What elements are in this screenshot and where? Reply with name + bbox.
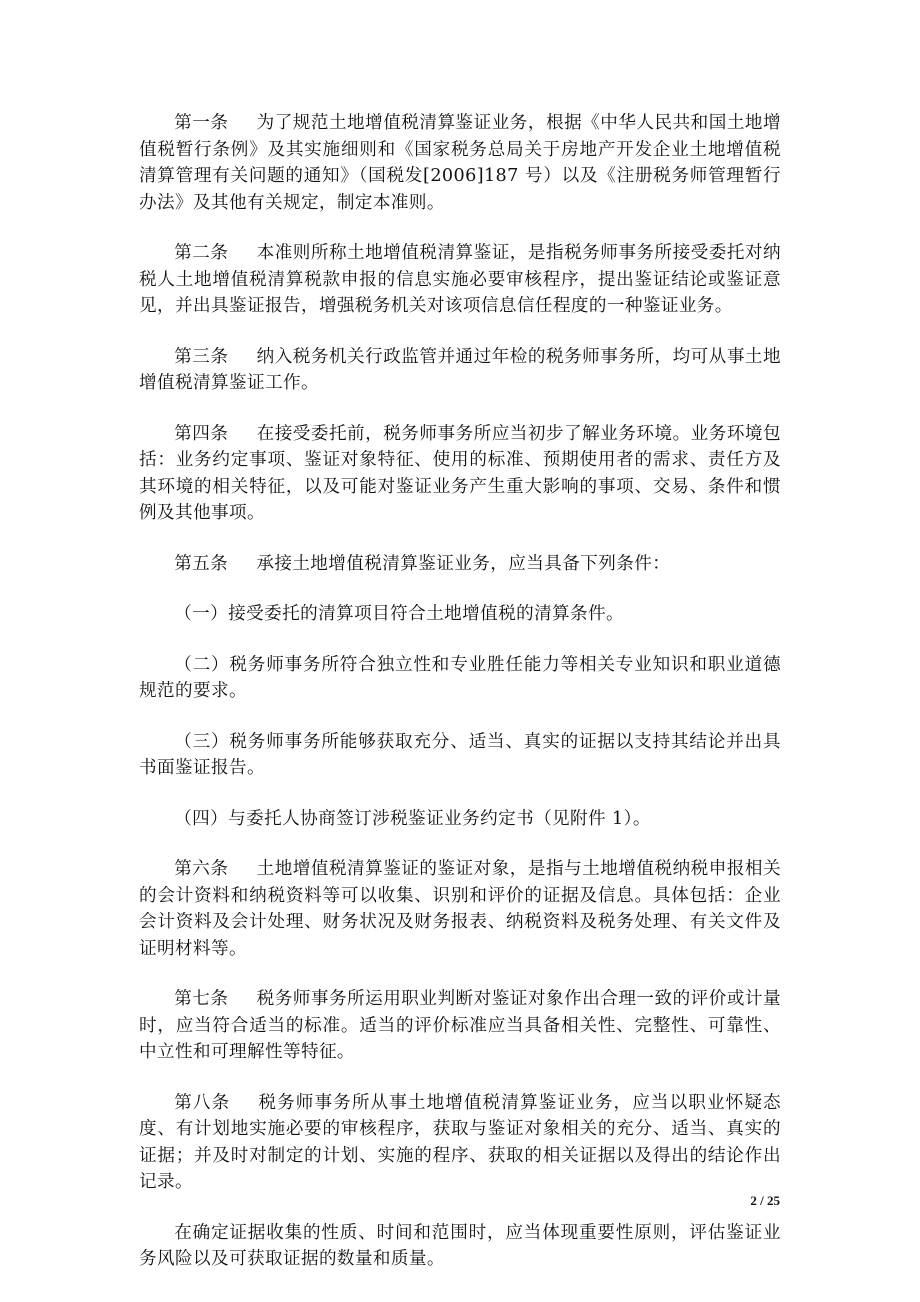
- article-number: 第二条: [174, 243, 229, 263]
- article-text: 在接受委托前，税务师事务所应当初步了解业务环境。业务环境包括：业务约定事项、鉴证对象特征、使用的标准、预期使用者的需求、责任方及其环境的相关特征，以及可能对鉴证业务产生重大影响的事项、交易、条件和惯例及其他事项。: [139, 423, 781, 523]
- article-number: 第四条: [174, 423, 229, 444]
- article-text: 税务师事务所运用职业判断对鉴证对象作出合理一致的评价或计量时，应当符合适当的标准。适当的评价标准应当具备相关性、完整性、可靠性、中立性和可理解性等特征。: [139, 989, 781, 1062]
- paragraph-condition-2: [139, 652, 781, 705]
- article-number: 第三条: [174, 346, 229, 367]
- paragraph-condition-1: [139, 601, 781, 628]
- paragraph-article-5: [139, 551, 781, 578]
- paragraph-article-7: [139, 986, 781, 1066]
- article-number: 第六条: [174, 859, 229, 879]
- paragraph-article-6: [139, 856, 781, 962]
- article-number: 第一条: [174, 113, 229, 133]
- condition-text: （二）税务师事务所符合独立性和专业胜任能力等相关专业知识和职业道德规范的要求。: [139, 654, 781, 701]
- condition-text: （三）税务师事务所能够获取充分、适当、真实的证据以支持其结论并出具书面鉴证报告。: [139, 731, 781, 778]
- article-number: 第七条: [174, 989, 229, 1009]
- article-text: 土地增值税清算鉴证的鉴证对象，是指与土地增值税纳税申报相关的会计资料和纳税资料等可以收集、识别和评价的证据及信息。具体包括：企业会计资料及会计处理、财务状况及财务报表、纳税资料及税务处理、有关文件及证明材料等。: [139, 859, 781, 959]
- paragraph-article-3: [139, 344, 781, 397]
- article-number: 第五条: [174, 553, 229, 574]
- article-text: 税务师事务所从事土地增值税清算鉴证业务，应当以职业怀疑态度、有计划地实施必要的审核程序，获取与鉴证对象相关的充分、适当、真实的证据；并及时对制定的计划、实施的程序、获取的相关证据以及得出的结论作出记录。: [139, 1092, 782, 1192]
- article-text: 在确定证据收集的性质、时间和范围时，应当体现重要性原则，评估鉴证业务风险以及可获取证据的数量和质量。: [139, 1222, 781, 1269]
- article-text: 本准则所称土地增值税清算鉴证，是指税务师事务所接受委托对纳税人土地增值税清算税款申报的信息实施必要审核程序，提出鉴证结论或鉴证意见，并出具鉴证报告，增强税务机关对该项信息信任程度的一种鉴证业务。: [139, 243, 781, 316]
- paragraph-article-8: [139, 1090, 781, 1196]
- page-number: 2 / 25: [750, 1193, 780, 1208]
- condition-text: （一）接受委托的清算项目符合土地增值税的清算条件。: [174, 604, 625, 624]
- article-number: 第八条: [174, 1092, 231, 1113]
- paragraph-article-2: [139, 240, 781, 320]
- article-text: 为了规范土地增值税清算鉴证业务，根据《中华人民共和国土地增值税暂行条例》及其实施细则和《国家税务总局关于房地产开发企业土地增值税清算管理有关问题的通知》（国税发[2006]187 号）以及《注册税务师管理暂行办法》及其他有关规定，制定本准则。: [139, 113, 781, 213]
- condition-text: （四）与委托人协商签订涉税鉴证业务约定书（见附件 1）。: [174, 808, 651, 829]
- paragraph-article-1: [139, 110, 781, 216]
- document-body: [139, 110, 781, 1297]
- article-text: 承接土地增值税清算鉴证业务，应当具备下列条件：: [256, 553, 671, 574]
- paragraph-article-4: [139, 421, 781, 527]
- paragraph-condition-4: [139, 806, 781, 833]
- paragraph-condition-3: [139, 729, 781, 782]
- paragraph-article-8-continued: [139, 1220, 781, 1273]
- article-text: 纳入税务机关行政监管并通过年检的税务师事务所，均可从事土地增值税清算鉴证工作。: [139, 346, 781, 393]
